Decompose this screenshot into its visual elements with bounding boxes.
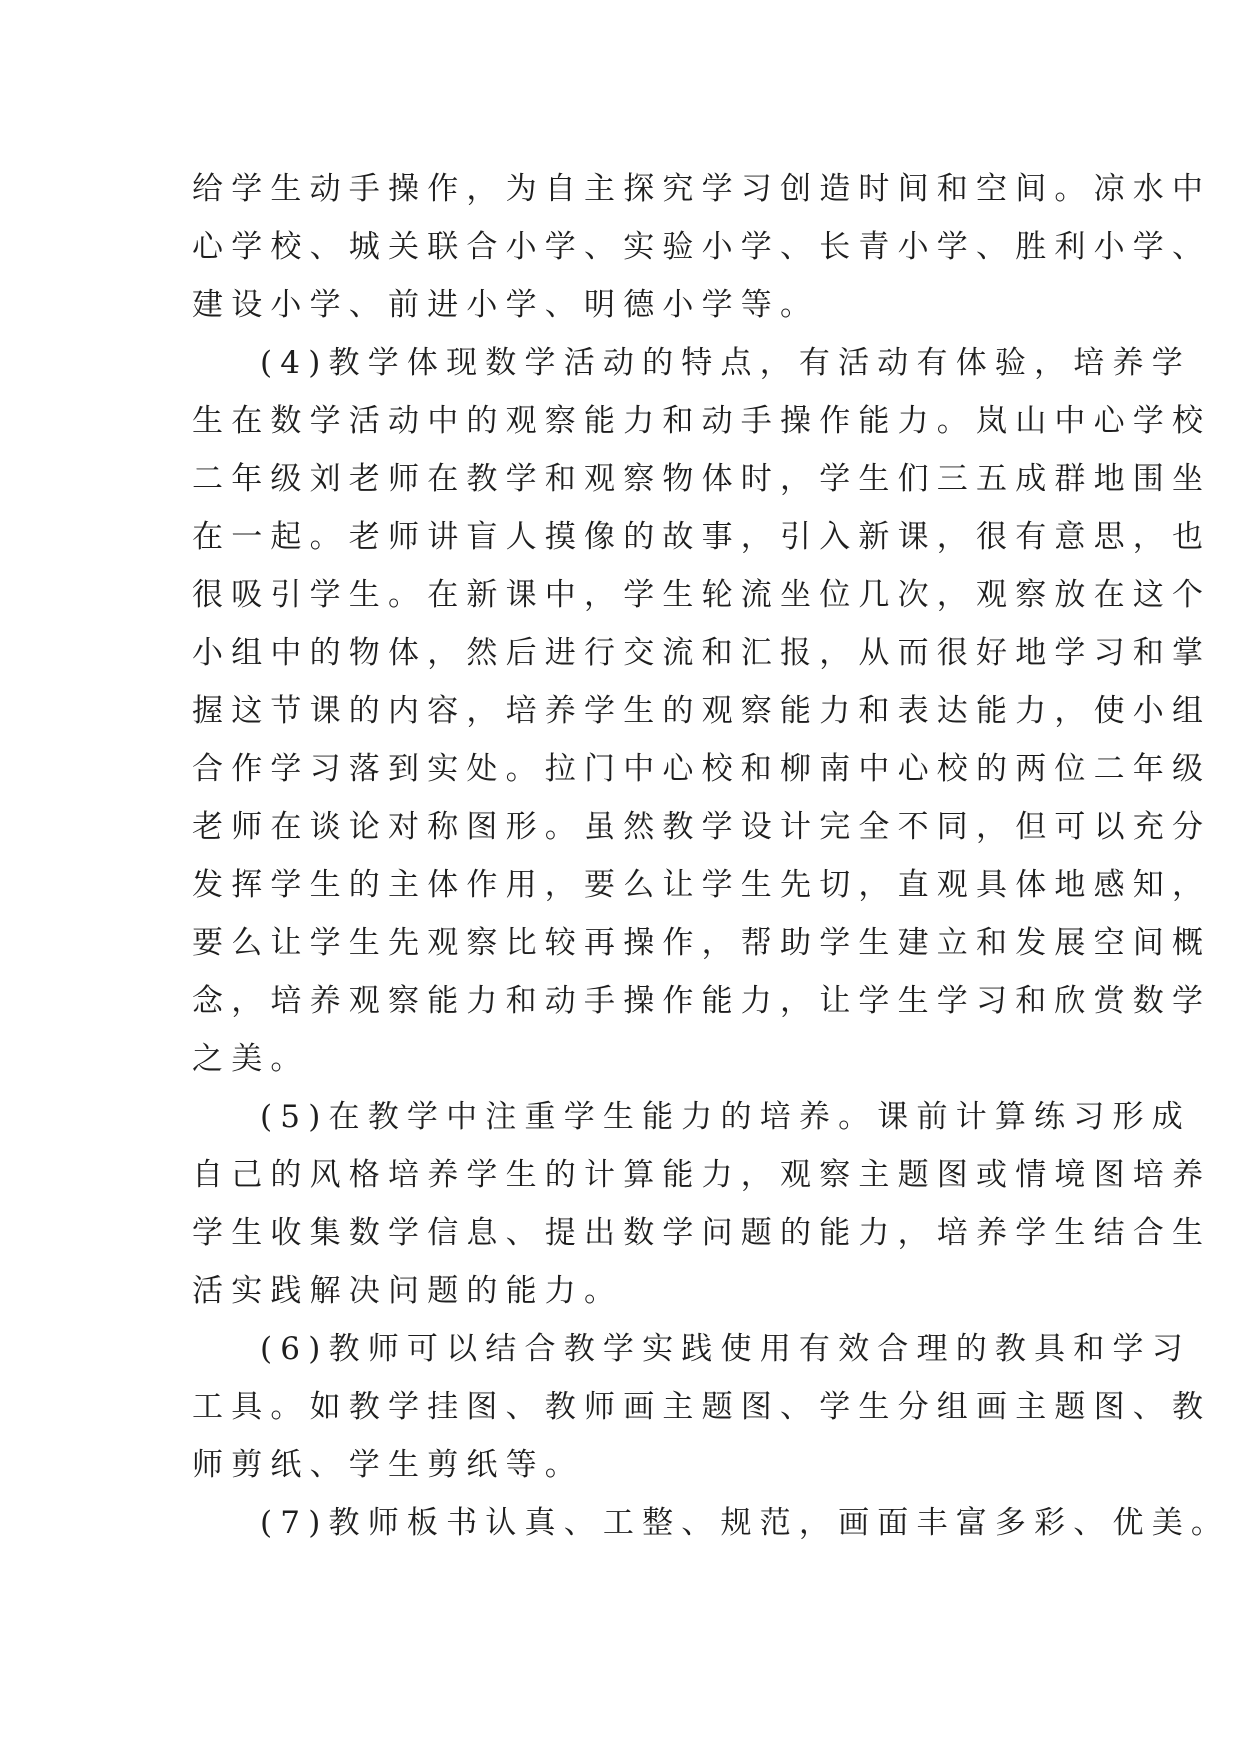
text-line: 发挥学生的主体作用，要么让学生先切，直观具体地感知，	[192, 867, 1212, 903]
text-line: 握这节课的内容，培养学生的观察能力和表达能力，使小组	[192, 693, 1212, 729]
paragraph-6-start: (6)教师可以结合教学实践使用有效合理的教具和学习	[260, 1331, 1191, 1367]
text-line: 学生收集数学信息、提出数学问题的能力，培养学生结合生	[192, 1215, 1212, 1251]
text-line: 活实践解决问题的能力。	[192, 1273, 624, 1309]
text-line: 在一起。老师讲盲人摸像的故事，引入新课，很有意思，也	[192, 519, 1212, 555]
text-line: 二年级刘老师在教学和观察物体时，学生们三五成群地围坐	[192, 461, 1212, 497]
text-line: 给学生动手操作，为自主探究学习创造时间和空间。凉水中	[192, 171, 1212, 207]
text-line: 师剪纸、学生剪纸等。	[192, 1447, 584, 1483]
paragraph-7-start: (7)教师板书认真、工整、规范，画面丰富多彩、优美。	[260, 1505, 1231, 1541]
document-body	[192, 160, 1231, 1552]
text-line: 工具。如教学挂图、教师画主题图、学生分组画主题图、教	[192, 1389, 1212, 1425]
text-line: 很吸引学生。在新课中，学生轮流坐位几次，观察放在这个	[192, 577, 1212, 613]
text-line: 小组中的物体，然后进行交流和汇报，从而很好地学习和掌	[192, 635, 1212, 671]
text-line: 要么让学生先观察比较再操作，帮助学生建立和发展空间概	[192, 925, 1212, 961]
text-line: 之美。	[192, 1041, 310, 1077]
text-line: 念，培养观察能力和动手操作能力，让学生学习和欣赏数学	[192, 983, 1212, 1019]
text-line: 老师在谈论对称图形。虽然教学设计完全不同，但可以充分	[192, 809, 1212, 845]
paragraph-4-start: (4)教学体现数学活动的特点，有活动有体验，培养学	[260, 345, 1191, 381]
text-line: 自己的风格培养学生的计算能力，观察主题图或情境图培养	[192, 1157, 1212, 1193]
text-line: 生在数学活动中的观察能力和动手操作能力。岚山中心学校	[192, 403, 1212, 439]
text-line: 心学校、城关联合小学、实验小学、长青小学、胜利小学、	[192, 229, 1212, 265]
paragraph-5-start: (5)在教学中注重学生能力的培养。课前计算练习形成	[260, 1099, 1191, 1135]
text-line: 建设小学、前进小学、明德小学等。	[192, 287, 820, 323]
text-line: 合作学习落到实处。拉门中心校和柳南中心校的两位二年级	[192, 751, 1212, 787]
